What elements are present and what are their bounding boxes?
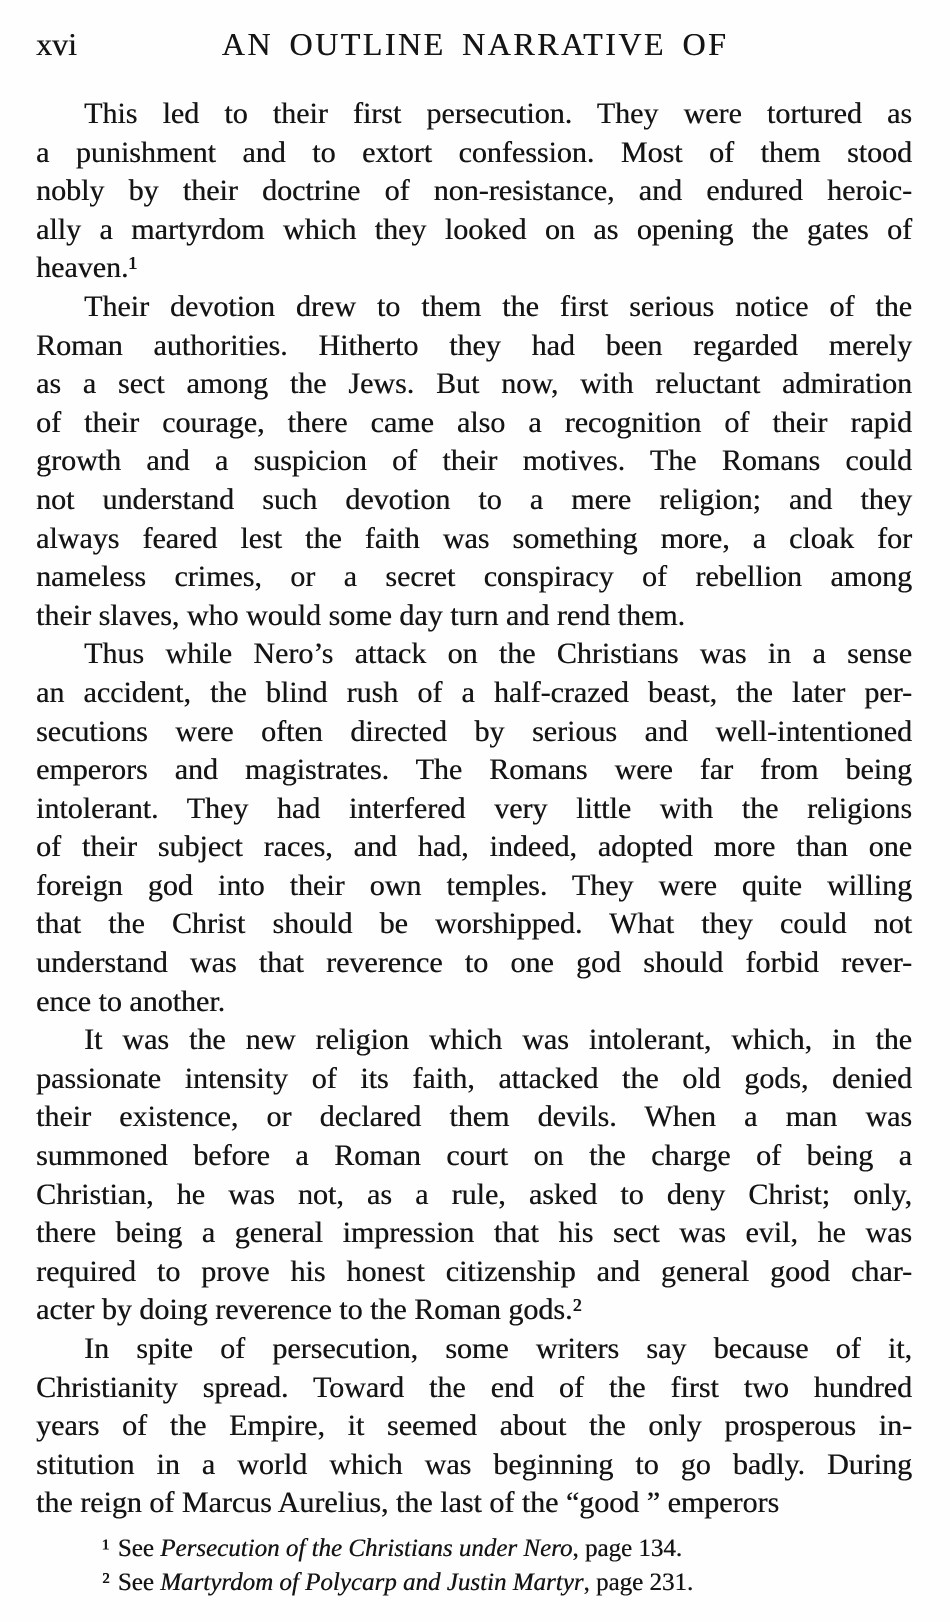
text-line: years of the Empire, it seemed about the only prosperous in-	[36, 1409, 912, 1443]
text-line: their slaves, who would some day turn and rend them.	[36, 598, 686, 632]
page-number: xvi	[36, 26, 77, 62]
paragraph	[36, 1330, 912, 1523]
footnote-page-ref: , page 231.	[583, 1568, 694, 1596]
text-line: nobly by their doctrine of non-resistance, and endured heroic-	[36, 174, 912, 208]
text-line: required to prove his honest citizenship and general good char-	[36, 1254, 912, 1288]
footnote-page-ref: , page 134.	[572, 1534, 683, 1562]
footnote-title: Persecution of the Christians under Nero	[160, 1534, 573, 1562]
text-line: of their courage, there came also a recognition of their rapid	[36, 405, 912, 439]
text-line: Christianity spread. Toward the end of the first two hundred	[36, 1370, 912, 1404]
text-line: intolerant. They had interfered very little with the religions	[36, 791, 912, 825]
footnote-marker: ¹	[102, 1534, 112, 1562]
text-line: summoned before a Roman court on the charge of being a	[36, 1139, 912, 1173]
text-line: as a sect among the Jews. But now, with reluctant admiration	[36, 367, 912, 401]
footnote-see-text: See	[111, 1568, 161, 1596]
text-line: It was the new religion which was intolerant, which, in the	[84, 1023, 912, 1057]
text-line: of their subject races, and had, indeed, adopted more than one	[36, 830, 912, 864]
text-line: their existence, or declared them devils. When a man was	[36, 1100, 912, 1134]
text-line: growth and a suspicion of their motives. The Romans could	[36, 444, 912, 478]
text-line: In spite of persecution, some writers say because of it,	[84, 1332, 912, 1365]
text-line: always feared lest the faith was something more, a cloak for	[36, 521, 912, 555]
paragraph	[36, 1021, 912, 1330]
text-line: secutions were often directed by serious and well-intentioned	[36, 714, 912, 748]
text-line: a punishment and to extort confession. Most of them stood	[36, 135, 912, 169]
text-line: passionate intensity of its faith, attacked the old gods, denied	[36, 1061, 912, 1095]
text-line: ally a martyrdom which they looked on as opening the gates of	[36, 212, 912, 246]
text-line: ence to another.	[36, 984, 226, 1018]
text-line: that the Christ should be worshipped. What they could not	[36, 907, 912, 941]
text-line: there being a general impression that his sect was evil, he was	[36, 1216, 912, 1250]
text-line: acter by doing reverence to the Roman gods.²	[36, 1293, 582, 1327]
text-line: emperors and magistrates. The Romans were far from being	[36, 753, 912, 787]
footnotes-section	[36, 1532, 912, 1600]
footnote	[36, 1532, 912, 1566]
page-header	[0, 0, 950, 68]
running-title: AN OUTLINE NARRATIVE OF	[221, 26, 729, 62]
footnote-marker: ²	[102, 1568, 112, 1596]
paragraph	[36, 288, 912, 635]
text-line: This led to their first persecution. They were tortured as	[84, 97, 912, 130]
paragraph	[36, 95, 912, 288]
text-line: heaven.¹	[36, 251, 138, 285]
text-line: Roman authorities. Hitherto they had been regarded merely	[36, 328, 912, 362]
text-line: understand was that reverence to one god should forbid rever-	[36, 946, 912, 980]
text-line: Christian, he was not, as a rule, asked to deny Christ; only,	[36, 1177, 912, 1211]
text-line: the reign of Marcus Aurelius, the last of the “good ” emperors	[36, 1486, 780, 1520]
footnote-see-text: See	[111, 1534, 161, 1562]
text-line: foreign god into their own temples. They were quite willing	[36, 868, 912, 902]
text-line: stitution in a world which was beginning to go badly. During	[36, 1447, 912, 1481]
footnote-title: Martyrdom of Polycarp and Justin Martyr	[160, 1568, 584, 1596]
text-line: Their devotion drew to them the first serious notice of the	[84, 289, 912, 323]
body-text	[36, 95, 912, 1523]
text-line: nameless crimes, or a secret conspiracy of rebellion among	[36, 560, 912, 594]
text-line: Thus while Nero’s attack on the Christians was in a sense	[84, 637, 912, 671]
text-line: not understand such devotion to a mere religion; and they	[36, 482, 912, 516]
paragraph	[36, 635, 912, 1021]
footnote	[36, 1566, 912, 1600]
text-line: an accident, the blind rush of a half-crazed beast, the later per-	[36, 675, 912, 709]
